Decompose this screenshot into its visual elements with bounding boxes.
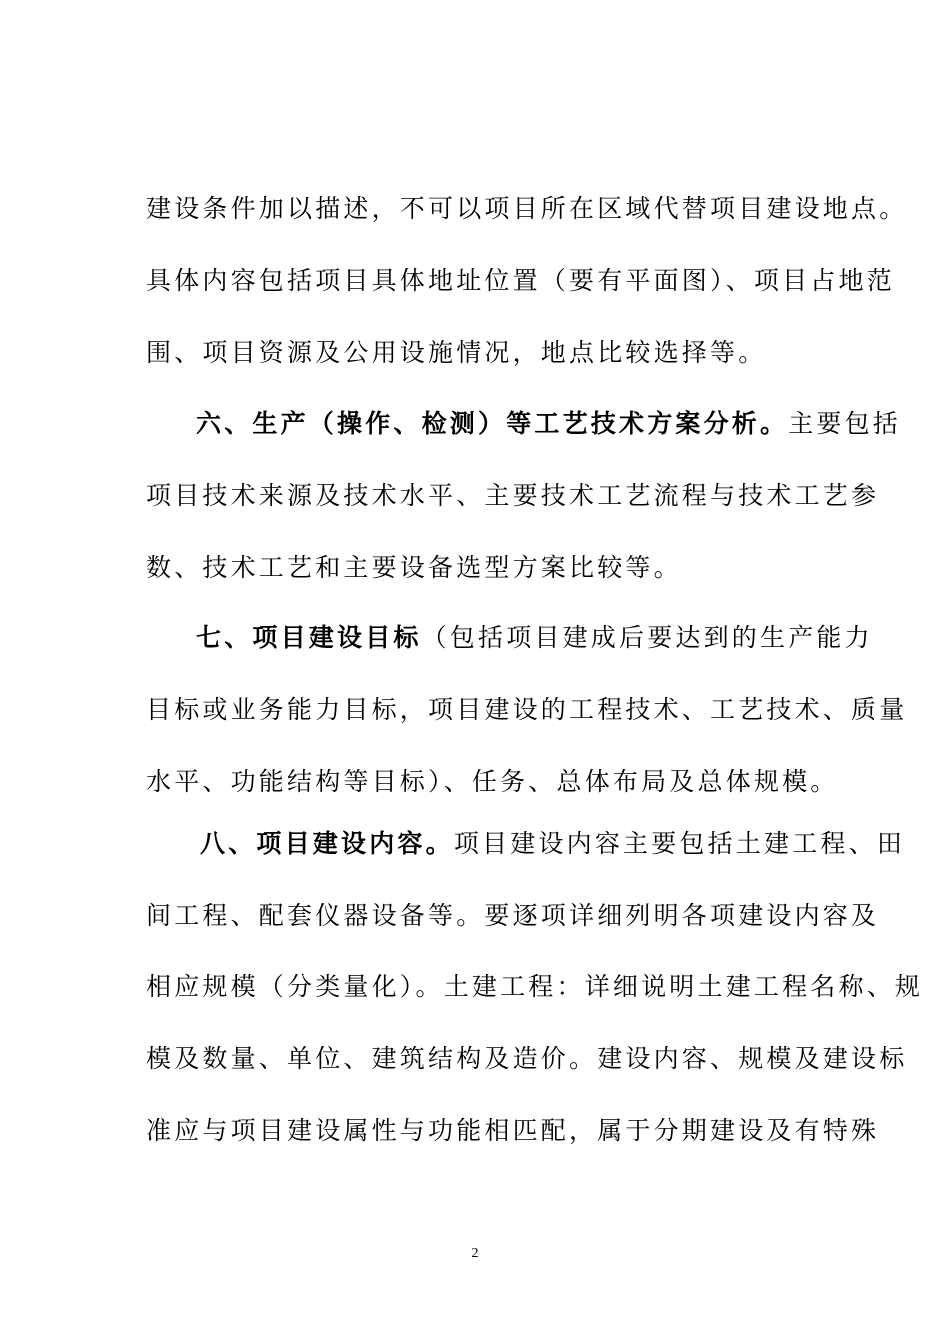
- paragraph-line: 间工程、配套仪器设备等。要逐项详细列明各项建设内容及: [146, 901, 880, 930]
- section-6-heading: 六、生产（操作、检测）等工艺技术方案分析。: [196, 409, 789, 438]
- section-7-heading: 七、项目建设目标: [196, 623, 422, 652]
- paragraph-line: 具体内容包括项目具体地址位置（要有平面图）、项目占地范: [146, 266, 895, 295]
- paragraph-line: 相应规模（分类量化）。土建工程：详细说明土建工程名称、规: [146, 972, 924, 1001]
- page-number: 2: [471, 1246, 479, 1261]
- paragraph-line: 建设条件加以描述，不可以项目所在区域代替项目建设地点。: [146, 194, 908, 223]
- section-6-text: 主要包括: [788, 409, 902, 438]
- section-6-first-line: [196, 407, 902, 441]
- paragraph-line: 准应与项目建设属性与功能相匹配，属于分期建设及有特殊: [146, 1116, 880, 1145]
- section-8-first-line: [200, 827, 906, 861]
- paragraph-line: 模及数量、单位、建筑结构及造价。建设内容、规模及建设标: [146, 1044, 908, 1073]
- paragraph-line: 项目技术来源及技术水平、主要技术工艺流程与技术工艺参: [146, 481, 880, 510]
- paragraph-line: 数、技术工艺和主要设备选型方案比较等。: [146, 553, 682, 582]
- section-7-first-line: [196, 621, 873, 655]
- section-7-text: （包括项目建成后要达到的生产能力: [421, 623, 873, 652]
- paragraph-line: 围、项目资源及公用设施情况，地点比较选择等。: [146, 338, 767, 367]
- section-8-text: 项目建设内容主要包括土建工程、田: [453, 829, 906, 858]
- section-8-heading: 八、项目建设内容。: [200, 829, 454, 858]
- paragraph-line: 水平、功能结构等目标）、任务、总体布局及总体规模。: [146, 767, 839, 796]
- paragraph-line: 目标或业务能力目标，项目建设的工程技术、工艺技术、质量: [146, 695, 908, 724]
